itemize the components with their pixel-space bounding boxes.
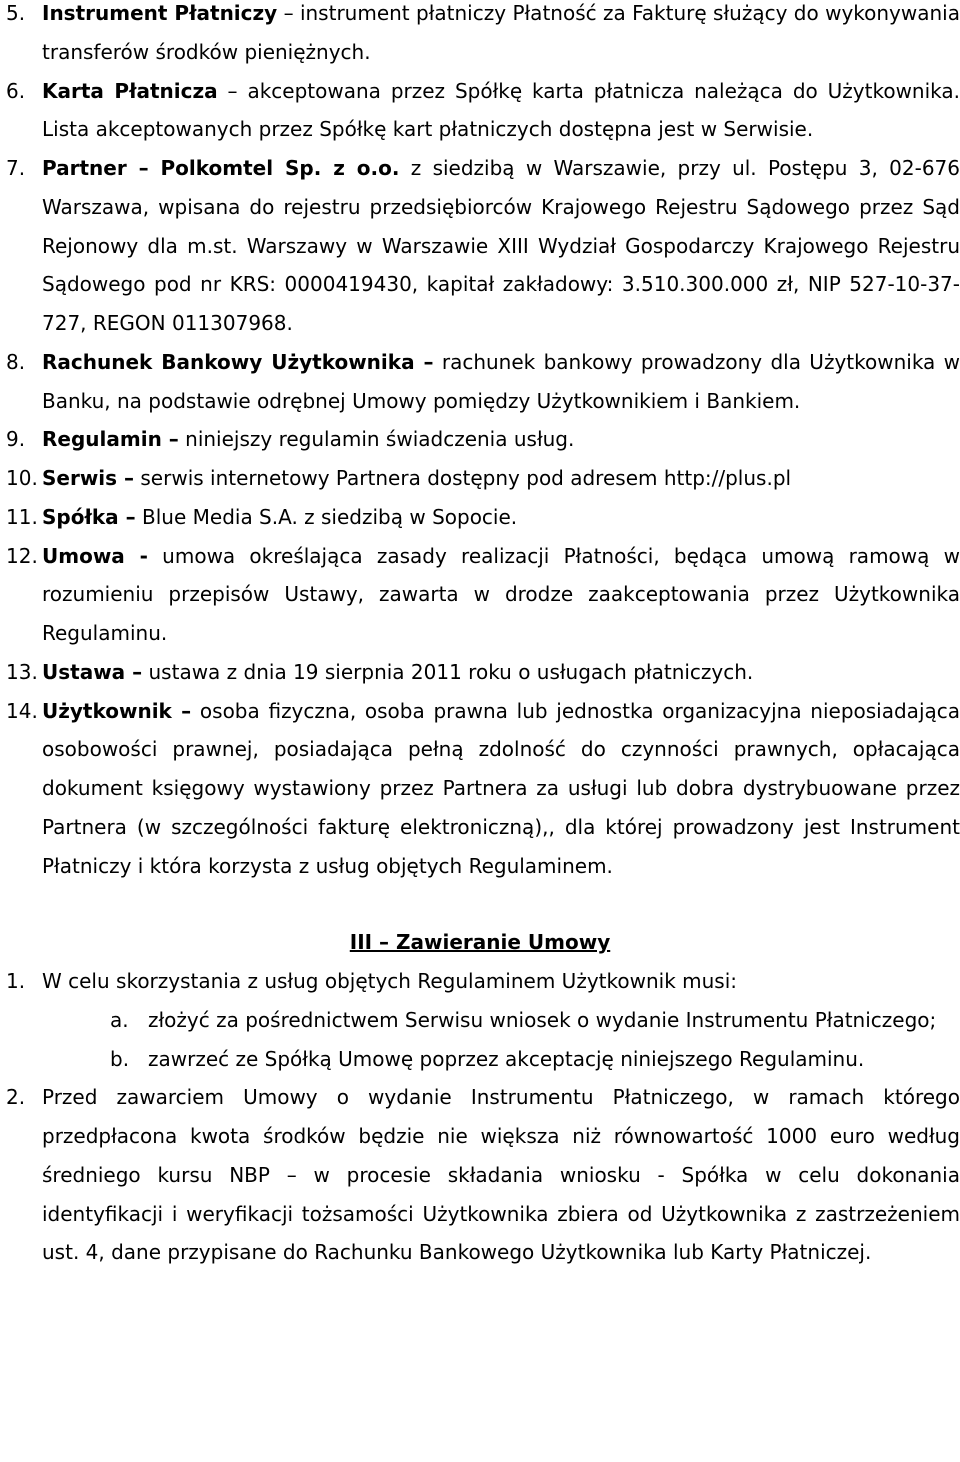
definition-term: Instrument Płatniczy (42, 1, 278, 25)
definition-number: 13. (6, 659, 38, 684)
definition-12 (0, 537, 960, 653)
definition-term: Regulamin – (42, 427, 179, 452)
point-number: 1. (6, 969, 26, 993)
definition-text: z siedzibą w Warszawie, przy ul. Postępu 3, 02-676 Warszawa, wpisana do rejestru przedsiębiorców Krajowego Rejestru Sądowego przez Sąd Rejonowy dla m.st. Warszawy w Warszawie XIII Wydział Gospodarczy Krajowego Rejestru Sądowego pod nr KRS: 0000419430, kapitał zakładowy: 3.510.300.000 zł, NIP 527-10-37-727, REGON 011307968. (42, 156, 960, 335)
definition-term: Partner – Polkomtel Sp. z o.o. (42, 156, 400, 180)
subpoint-letter: b. (110, 1046, 130, 1071)
definition-term: Ustawa – (42, 659, 143, 684)
definition-number: 5. (6, 1, 26, 25)
section-heading: III – Zawieranie Umowy (349, 930, 611, 955)
definition-term: Rachunek Bankowy Użytkownika – (42, 349, 434, 374)
subpoint-a (0, 1001, 960, 1040)
definition-text: serwis internetowy Partnera dostępny pod adresem http://plus.pl (140, 466, 792, 490)
definition-number: 6. (6, 78, 26, 103)
subpoint-b (0, 1040, 960, 1079)
definition-text: Blue Media S.A. z siedzibą w Sopocie. (142, 504, 518, 529)
subpoint-text: złożyć za pośrednictwem Serwisu wniosek o wydanie Instrumentu Płatniczego; (148, 1007, 937, 1032)
definition-text: akceptowana przez Spółkę karta płatnicza należąca do Użytkownika. Lista akceptowanych przez Spółkę kart płatniczych dostępna jest w Serwisie. (42, 78, 960, 142)
subpoint-text: zawrzeć ze Spółką Umowę poprzez akceptację niniejszego Regulaminu. (148, 1046, 865, 1071)
definition-number: 10. (6, 466, 38, 490)
definition-text: rachunek bankowy prowadzony dla Użytkownika w Banku, na podstawie odrębnej Umowy pomiędzy Użytkownikiem i Bankiem. (42, 349, 960, 413)
point-1 (0, 962, 960, 1001)
definition-text: niniejszy regulamin świadczenia usług. (185, 427, 575, 452)
definition-term: Spółka – (42, 504, 136, 529)
definition-6: 6. Karta Płatnicza – akceptowana przez Spółkę karta płatnicza należąca do Użytkownika. Lista akceptowanych przez Spółkę kart płatniczych dostępna jest w Serwisie. (0, 72, 960, 150)
definition-8 (0, 343, 960, 421)
definition-term: Użytkownik – (42, 698, 192, 723)
definition-number: 7. (6, 156, 26, 180)
point-2 (0, 1078, 960, 1272)
point-number: 2. (6, 1085, 26, 1110)
point-text: Przed zawarciem Umowy o wydanie Instrumentu Płatniczego, w ramach którego przedpłacona kwota środków będzie nie większa niż równowartość 1000 euro według średniego kursu NBP – w procesie składania wniosku - Spółka w celu dokonania identyfikacji i weryfikacji tożsamości Użytkownika zbiera od Użytkownika z zastrzeżeniem ust. 4, dane przypisane do Rachunku Bankowego Użytkownika lub Karty Płatniczej. (42, 1085, 960, 1265)
definition-text: umowa określająca zasady realizacji Płatności, będąca umową ramową w rozumieniu przepisów Ustawy, zawarta w drodze zaakceptowania przez Użytkownika Regulaminu. (42, 543, 960, 645)
definition-text: ustawa z dnia 19 sierpnia 2011 roku o usługach płatniczych. (148, 659, 754, 684)
subpoint-letter: a. (110, 1007, 129, 1032)
definition-term: Umowa - (42, 543, 148, 568)
definition-9 (0, 420, 960, 459)
definition-7 (0, 149, 960, 343)
definition-11 (0, 498, 960, 537)
definition-term: Serwis – (42, 466, 135, 490)
definition-term: Karta Płatnicza (42, 78, 218, 103)
point-text: W celu skorzystania z usług objętych Regulaminem Użytkownik musi: (42, 969, 737, 993)
definition-text: osoba fizyczna, osoba prawna lub jednostka organizacyjna nieposiadająca osobowości prawnej, posiadająca pełną zdolność do czynności prawnych, opłacająca dokument księgowy wystawiony przez Partnera za usługi lub dobra dystrybuowane przez Partnera (w szczególności fakturę elektroniczną),, dla której prowadzony jest Instrument Płatniczy i która korzysta z usług objętych Regulaminem. (42, 698, 960, 878)
definition-14 (0, 692, 960, 886)
definition-number: 8. (6, 349, 26, 374)
definition-number: 11. (6, 504, 38, 529)
definition-number: 9. (6, 427, 26, 452)
definition-5: 5. Instrument Płatniczy – instrument płatniczy Płatność za Fakturę służący do wykonywania transferów środków pieniężnych. (0, 0, 960, 72)
definition-text: instrument płatniczy Płatność za Fakturę służący do wykonywania transferów środków pieniężnych. (42, 1, 960, 64)
definition-number: 12. (6, 543, 38, 568)
definition-number: 14. (6, 698, 38, 723)
definition-10 (0, 459, 960, 498)
definition-13 (0, 653, 960, 692)
